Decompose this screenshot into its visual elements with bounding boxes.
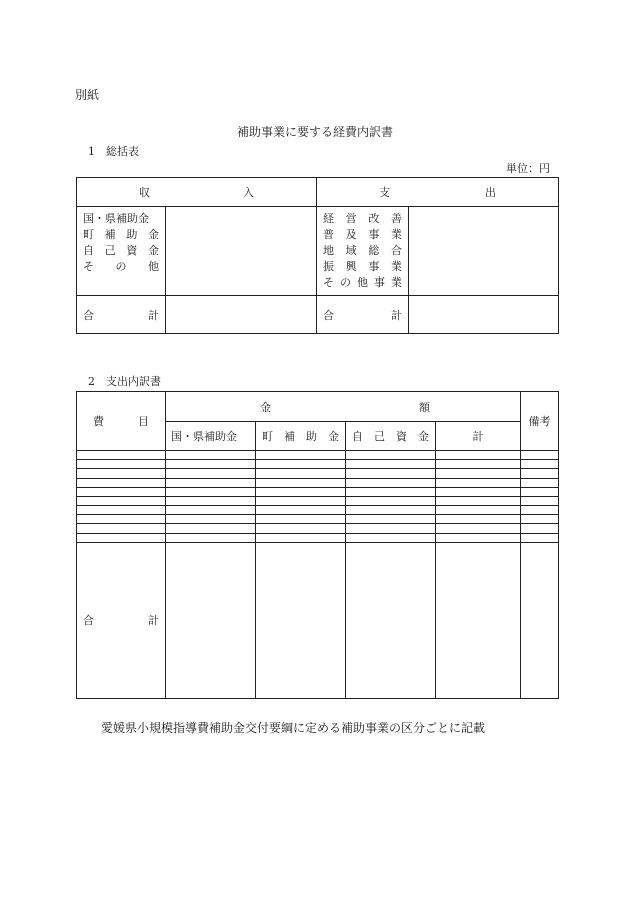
total-label-cell (77, 542, 166, 698)
expense-amount-cell[interactable] (409, 207, 559, 296)
table-cell[interactable] (346, 506, 436, 515)
table-cell[interactable] (256, 515, 346, 524)
table-row (77, 460, 559, 469)
attachment-label: 別紙 (75, 88, 100, 102)
table-cell[interactable] (256, 542, 346, 698)
table-cell[interactable] (521, 506, 559, 515)
table-cell[interactable] (77, 533, 166, 542)
table-cell[interactable] (166, 515, 256, 524)
table-cell[interactable] (346, 496, 436, 505)
table-cell[interactable] (166, 487, 256, 496)
expense-total-label: 合 計 (323, 308, 402, 322)
table-cell[interactable] (256, 524, 346, 533)
income-item: そ の 他 (83, 260, 159, 273)
expense-total-amount-cell[interactable] (409, 296, 559, 334)
expense-item: 経 営 改 善 (323, 212, 402, 225)
table-cell[interactable] (436, 524, 521, 533)
table-cell[interactable] (77, 524, 166, 533)
expense-items-cell (317, 207, 409, 296)
amount-header-char: 額 (419, 400, 430, 414)
expense-header-char: 支 (379, 186, 390, 199)
income-total-label-cell (77, 296, 166, 334)
expense-total-label-cell (317, 296, 409, 334)
table-cell[interactable] (166, 478, 256, 487)
document-title: 補助事業に要する経費内訳書 (236, 125, 393, 139)
income-header-char: 収 (139, 186, 150, 199)
table-cell[interactable] (436, 496, 521, 505)
table-cell[interactable] (521, 524, 559, 533)
table-cell[interactable] (436, 451, 521, 460)
subheader-town-subsidy: 町 補 助 金 (256, 422, 346, 451)
table-cell[interactable] (346, 478, 436, 487)
table-cell[interactable] (166, 496, 256, 505)
table-cell[interactable] (77, 487, 166, 496)
table-row (77, 478, 559, 487)
table-row (77, 533, 559, 542)
table-cell[interactable] (521, 533, 559, 542)
table-cell[interactable] (166, 533, 256, 542)
table-cell[interactable] (521, 460, 559, 469)
table-cell[interactable] (521, 487, 559, 496)
table-cell[interactable] (77, 451, 166, 460)
table-row (77, 487, 559, 496)
table-cell[interactable] (77, 506, 166, 515)
table-cell[interactable] (521, 496, 559, 505)
subheader-pref-subsidy: 国・県補助金 (166, 422, 256, 451)
footer-note: 愛媛県小規模指導費補助金交付要綱に定める補助事業の区分ごとに記載 (101, 721, 486, 735)
table-cell[interactable] (436, 478, 521, 487)
table-cell[interactable] (256, 506, 346, 515)
table-cell[interactable] (346, 469, 436, 478)
unit-label: 単位：円 (506, 162, 550, 175)
table-row (77, 496, 559, 505)
table-cell[interactable] (436, 542, 521, 698)
section1-heading: 1 総括表 (88, 145, 139, 158)
income-total-label: 合 計 (83, 308, 159, 322)
amount-header-char: 金 (260, 400, 271, 414)
remarks-header: 備考 (528, 415, 551, 428)
table-cell[interactable] (436, 487, 521, 496)
table-row (77, 506, 559, 515)
income-item: 自 己 資 金 (83, 244, 159, 257)
breakdown-table (76, 391, 559, 699)
table-cell[interactable] (436, 533, 521, 542)
table-cell[interactable] (346, 515, 436, 524)
summary-table (76, 177, 559, 334)
expense-header-cell (317, 178, 559, 207)
table-cell[interactable] (256, 496, 346, 505)
table-cell[interactable] (346, 542, 436, 698)
table-cell[interactable] (256, 533, 346, 542)
table-cell[interactable] (166, 542, 256, 698)
table-cell[interactable] (166, 469, 256, 478)
income-items-cell (77, 207, 166, 296)
expense-item: 振 興 事 業 (323, 260, 402, 273)
table-cell[interactable] (521, 478, 559, 487)
expense-item: そ の 他 事 業 (323, 276, 402, 289)
item-header-char: 費 (93, 415, 104, 428)
total-label: 合 計 (83, 614, 159, 628)
subheader-own-funds: 自 己 資 金 (346, 422, 436, 451)
income-item: 町 補 助 金 (83, 228, 159, 241)
table-cell[interactable] (436, 460, 521, 469)
table-cell[interactable] (77, 496, 166, 505)
table-cell[interactable] (436, 469, 521, 478)
table-cell[interactable] (166, 524, 256, 533)
table-row (77, 524, 559, 533)
table-cell[interactable] (346, 451, 436, 460)
table-cell[interactable] (521, 515, 559, 524)
table-cell[interactable] (346, 533, 436, 542)
table-cell[interactable] (256, 487, 346, 496)
income-amount-cell[interactable] (166, 207, 317, 296)
table-cell[interactable] (256, 469, 346, 478)
table-cell[interactable] (346, 460, 436, 469)
income-total-amount-cell[interactable] (166, 296, 317, 334)
table-cell[interactable] (521, 451, 559, 460)
table-cell[interactable] (77, 469, 166, 478)
table-cell[interactable] (256, 478, 346, 487)
table-row (77, 515, 559, 524)
table-cell[interactable] (346, 524, 436, 533)
table-cell[interactable] (436, 515, 521, 524)
income-item: 国・県補助金 (83, 212, 149, 225)
table-cell[interactable] (77, 515, 166, 524)
table-cell[interactable] (436, 506, 521, 515)
table-row (77, 451, 559, 460)
amount-header-cell (166, 392, 521, 422)
remarks-header-cell (521, 392, 559, 451)
income-header-char: 入 (243, 186, 254, 199)
section2-heading: 2 支出内訳書 (88, 375, 161, 388)
table-cell[interactable] (166, 460, 256, 469)
item-header-cell (77, 392, 166, 451)
expense-item: 普 及 事 業 (323, 228, 402, 241)
table-cell[interactable] (521, 542, 559, 698)
income-header-cell (77, 178, 317, 207)
table-cell[interactable] (346, 487, 436, 496)
item-header-char: 目 (138, 415, 149, 428)
table-cell[interactable] (77, 460, 166, 469)
table-row (77, 469, 559, 478)
total-row (77, 542, 559, 698)
expense-header-char: 出 (485, 186, 496, 199)
expense-item: 地 域 総 合 (323, 244, 402, 257)
table-cell[interactable] (77, 478, 166, 487)
table-cell[interactable] (521, 469, 559, 478)
table-cell[interactable] (166, 506, 256, 515)
table-cell[interactable] (256, 451, 346, 460)
table-cell[interactable] (166, 451, 256, 460)
table-cell[interactable] (256, 460, 346, 469)
subheader-total: 計 (436, 422, 521, 451)
